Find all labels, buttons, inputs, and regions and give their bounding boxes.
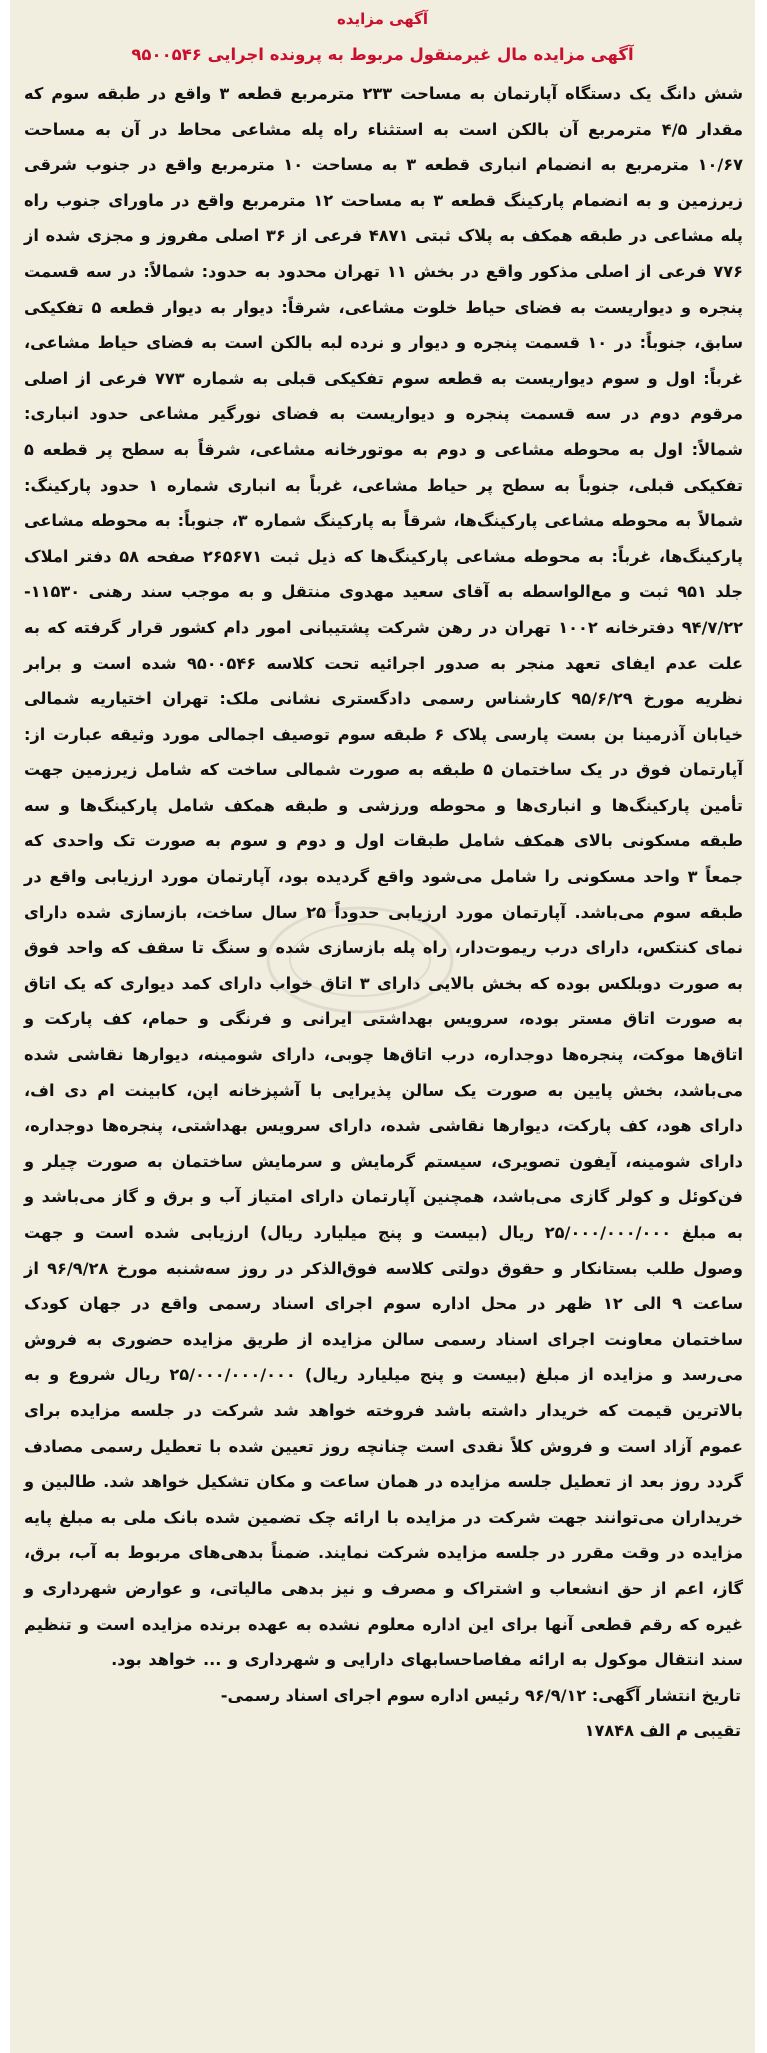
notice-reference-code: تقیبی م الف ۱۷۸۴۸ bbox=[584, 1720, 741, 1740]
signatory-title: رئیس اداره سوم اجرای اسناد رسمی- bbox=[220, 1685, 520, 1705]
notice-footer bbox=[10, 1678, 755, 1748]
notice-body-text: شش دانگ یک دستگاه آپارتمان به مساحت ۲۳۳ مترمربع قطعه ۳ واقع در طبقه سوم که مقدار ۴/۵ مترمربع آن بالکن است به استثناء راه پله مشاعی محاط در آن به مساحت ۱۰/۶۷ مترمربع به انضمام انباری قطعه ۳ به مساحت ۱۰ مترمربع واقع در جنوب شرقی زیرزمین و به انضمام پارکینگ قطعه ۳ به مساحت ۱۲ مترمربع واقع در ماورای جنوب راه پله مشاعی در طبقه همکف به پلاک ثبتی ۴۸۷۱ فرعی از ۳۶ اصلی مفروز و مجزی شده از ۷۷۶ فرعی از اصلی مذکور واقع در بخش ۱۱ تهران محدود به حدود: شمالاً: در سه قسمت پنجره و دیواریست به فضای حیاط خلوت مشاعی، شرقاً: دیوار به دیوار قطعه ۵ تفکیکی سابق، جنوباً: در ۱۰ قسمت پنجره و دیوار و نرده لبه بالکن است به فضای حیاط مشاعی، غرباً: اول و سوم دیواریست به قطعه سوم تفکیکی قبلی به شماره ۷۷۳ فرعی از اصلی مرقوم دوم در سه قسمت پنجره و دیواریست به فضای نورگیر مشاعی حدود انباری: شمالاً: اول به محوطه مشاعی و دوم به موتورخانه مشاعی، شرقاً به سطح پر قطعه ۵ تفکیکی قبلی، جنوباً به سطح پر حیاط مشاعی، غرباً به انباری شماره ۱ حدود پارکینگ: شمالاً به محوطه مشاعی پارکینگ‌ها، شرقاً به پارکینگ شماره ۳، جنوباً: به محوطه مشاعی پارکینگ‌ها، غرباً: به محوطه مشاعی پارکینگ‌ها که ذیل ثبت ۲۶۵۶۷۱ صفحه ۵۸ دفتر املاک جلد ۹۵۱ ثبت و مع‌الواسطه به آقای سعید مهدوی منتقل و به موجب سند رهنی ۱۱۵۳۰- ۹۴/۷/۲۲ دفترخانه ۱۰۰۲ تهران در رهن شرکت پشتیبانی امور دام کشور قرار گرفته که به علت عدم ایفای تعهد منجر به صدور اجرائیه تحت کلاسه ۹۵۰۰۵۴۶ شده است و برابر نظریه مورخ ۹۵/۶/۲۹ کارشناس رسمی دادگستری نشانی ملک: تهران اختیاریه شمالی خیابان آذرمینا بن بست پارسی پلاک ۶ طبقه سوم توصیف اجمالی مورد وثیقه عبارت از: آپارتمان فوق در یک ساختمان ۵ طبقه به صورت شمالی ساخت که شامل زیرزمین جهت تأمین پارکینگ‌ها و انباری‌ها و محوطه ورزشی و طبقه همکف شامل پارکینگ‌ها و سه طبقه مسکونی بالای همکف شامل طبقات اول و دوم و سوم به صورت تک واحدی که جمعاً ۳ واحد مسکونی را شامل می‌شود واقع گردیده بود، آپارتمان مورد ارزیابی واقع در طبقه سوم می‌باشد. آپارتمان مورد ارزیابی حدوداً ۲۵ سال ساخت، بازسازی شده دارای نمای کنتکس، دارای درب ریموت‌دار، راه پله بازسازی شده و سنگ تا سقف که واحد فوق به صورت دوبلکس بوده که بخش بالایی دارای ۳ اتاق خواب دارای کمد دیواری که یک اتاق به صورت اتاق مستر بوده، سرویس بهداشتی ایرانی و فرنگی و حمام، کف پارکت و اتاق‌ها موکت، پنجره‌ها دوجداره، درب اتاق‌ها چوبی، دارای شومینه، دیوارها نقاشی شده می‌باشد، بخش پایین به صورت یک سالن پذیرایی با آشپزخانه اپن، کابینت ام دی اف، دارای هود، کف پارکت، دیوارها نقاشی شده، دارای سرویس بهداشتی، پنجره‌ها دوجداره، دارای شومینه، آیفون تصویری، سیستم گرمایش و سرمایش ساختمان به صورت چیلر و فن‌کوئل و کولر گازی می‌باشد، همچنین آپارتمان دارای امتیاز آب و برق و گاز می‌باشد و به مبلغ ۲۵/۰۰۰/۰۰۰/۰۰۰ ریال (بیست و پنج میلیارد ریال) ارزیابی شده است و جهت وصول طلب بستانکار و حقوق دولتی کلاسه فوق‌الذکر در روز سه‌شنبه مورخ ۹۶/۹/۲۸ از ساعت ۹ الی ۱۲ ظهر در محل اداره سوم اجرای اسناد رسمی واقع در جهان کودک ساختمان معاونت اجرای اسناد رسمی سالن مزایده از طریق مزایده حضوری به فروش می‌رسد و مزایده از مبلغ (بیست و پنج میلیارد ریال) ۲۵/۰۰۰/۰۰۰/۰۰۰ ریال شروع و به بالاترین قیمت که خریدار داشته باشد فروخته خواهد شد شرکت در جلسه مزایده برای عموم آزاد است و فروش کلاً نقدی است چنانچه روز تعیین شده با تعطیل رسمی مصادف گردد روز بعد از تعطیل جلسه مزایده در همان ساعت و مکان تشکیل خواهد شد. طالبین و خریداران می‌توانند جهت شرکت در مزایده با ارائه چک تضمین شده بانک ملی به مبلغ پایه مزایده در وقت مقرر در جلسه مزایده شرکت نمایند. ضمناً بدهی‌های مربوط به آب، برق، گاز، اعم از حق انشعاب و اشتراک و مصرف و نیز بدهی مالیاتی، و عوارض شهرداری و غیره که رقم قطعی آنها برای این اداره معلوم نشده به عهده برنده مزایده است و تنظیم سند انتقال موکول به ارائه مفاصاحسابهای دارایی و شهرداری و ... خواهد بود. bbox=[24, 84, 744, 1670]
publication-date-label: تاریخ انتشار آگهی: ۹۶/۹/۱۲ bbox=[525, 1685, 741, 1705]
notice-page bbox=[10, 0, 755, 2053]
notice-header: آگهی مزایده bbox=[336, 10, 429, 28]
notice-subtitle: آگهی مزایده مال غیرمنقول مربوط به پرونده اجرایی ۹۵۰۰۵۴۶ bbox=[131, 45, 634, 64]
